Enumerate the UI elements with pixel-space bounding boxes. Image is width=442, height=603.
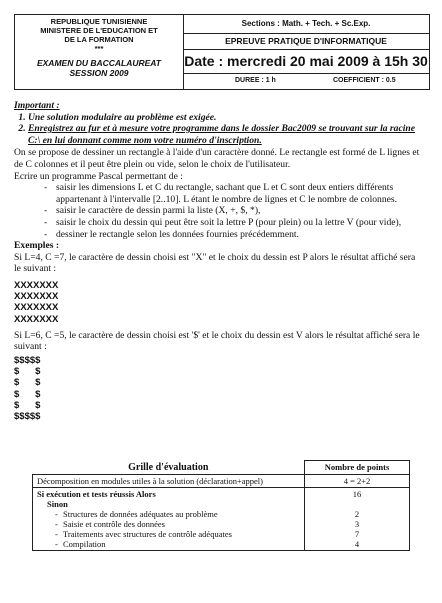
task-item: - saisir le choix du dessin qui peut être soit la lettre P (pour plein) ou la lettre V (pour vide), (46, 217, 420, 229)
success-condition: Si exécution et tests réussis Alors (37, 488, 156, 499)
header-left (15, 15, 184, 89)
exam-header (14, 14, 430, 90)
org-line: MINISTERE DE L'EDUCATION ET (40, 26, 158, 35)
grid-title: Grille d'évaluation (33, 461, 305, 475)
duration-label: DUREE : 1 h (235, 77, 276, 84)
example-2-output: $$$$$ $ $ $ $ $ $ $ $ $$$$$ (14, 354, 41, 422)
coefficient-label: COEFFICIENT : 0.5 (333, 77, 396, 84)
rules-list (14, 112, 420, 147)
task-item: - saisir les dimensions L et C du rectangle, sachant que L et C sont deux entiers différents appartenant à l'intervalle [2..10]. L étant le nombre de lignes et C le nombre de colonnes. (46, 182, 420, 205)
criteria-item: - Compilation (55, 539, 300, 549)
task-list (30, 182, 420, 240)
duration-coef-row (183, 73, 429, 89)
points-column (305, 487, 410, 550)
grid-row-points: 4 = 2+2 (305, 474, 410, 487)
grid-row-label: Décomposition en modules utiles à la solution (déclaration+appel) (33, 474, 305, 487)
criteria-points: 2 (354, 508, 360, 519)
task-item: - dessiner le rectangle selon les données fournies précédemment. (46, 229, 420, 241)
org-line: REPUBLIQUE TUNISIENNE (50, 17, 148, 26)
task-lead: Ecrire un programme Pascal permettant de : (14, 170, 183, 182)
criteria-list (37, 509, 300, 549)
intro-paragraph: On se propose de dessiner un rectangle à l'aide d'un caractère donné. Le rectangle est formé de L lignes et de C colonnes et il peut être plein ou vide, selon le choix de l'utilisateur. (14, 147, 420, 170)
rule-item: 2. Enregistrez au fur et à mesure votre programme dans le dossier Bac2009 se trouvant sur la racine C:\ en lui donnant comme nom votre numéro d'inscription. (28, 123, 420, 146)
rule-item: 1. Une solution modulaire au problème est exigée. (28, 112, 420, 124)
examples-title: Exemples : (14, 240, 60, 252)
points-header: Nombre de points (305, 461, 410, 475)
criteria-points: 4 (354, 538, 360, 549)
evaluation-grid (32, 460, 410, 551)
exam-date: Date : mercredi 20 mai 2009 à 15h 30 (183, 49, 429, 74)
task-item: - saisir le caractère de dessin parmi la liste (X, +, $, *), (46, 205, 420, 217)
org-line: DE LA FORMATION (64, 35, 134, 44)
org-line: *** (94, 44, 104, 53)
criteria-item: - Saisie et contrôle des données (55, 519, 300, 529)
criteria-points: 3 (354, 518, 360, 529)
exam-title (15, 58, 183, 78)
criteria-points: 7 (354, 528, 360, 539)
criteria-item: - Structures de données adéquates au problème (55, 509, 300, 519)
criteria-item: - Traitements avec structures de contrôle adéquates (55, 529, 300, 539)
ministry-block (15, 17, 183, 53)
epreuve-label: EPREUVE PRATIQUE D'INFORMATIQUE (183, 33, 429, 50)
sections-label: Sections : Math. + Tech. + Sc.Exp. (183, 15, 429, 34)
example-1-text: Si L=4, C =7, le caractère de dessin choisi est "X" et le choix du dessin est P alors le résultat affiché sera le suivant : (14, 251, 416, 275)
exam-line: SESSION 2009 (69, 68, 129, 78)
exam-line: EXAMEN DU BACCALAUREAT (36, 58, 162, 68)
important-title: Important : (14, 100, 60, 111)
else-label: Sinon (47, 498, 68, 509)
grid-row-label (33, 487, 305, 550)
grid-row-points: 16 (352, 488, 362, 499)
example-2-text: Si L=6, C =5, le caractère de dessin choisi est '$' et le choix du dessin est V alors le résultat affiché sera le suivant : (14, 329, 420, 353)
example-1-output: XXXXXXX XXXXXXX XXXXXXX XXXXXXX (14, 279, 59, 325)
exam-body (14, 100, 420, 427)
